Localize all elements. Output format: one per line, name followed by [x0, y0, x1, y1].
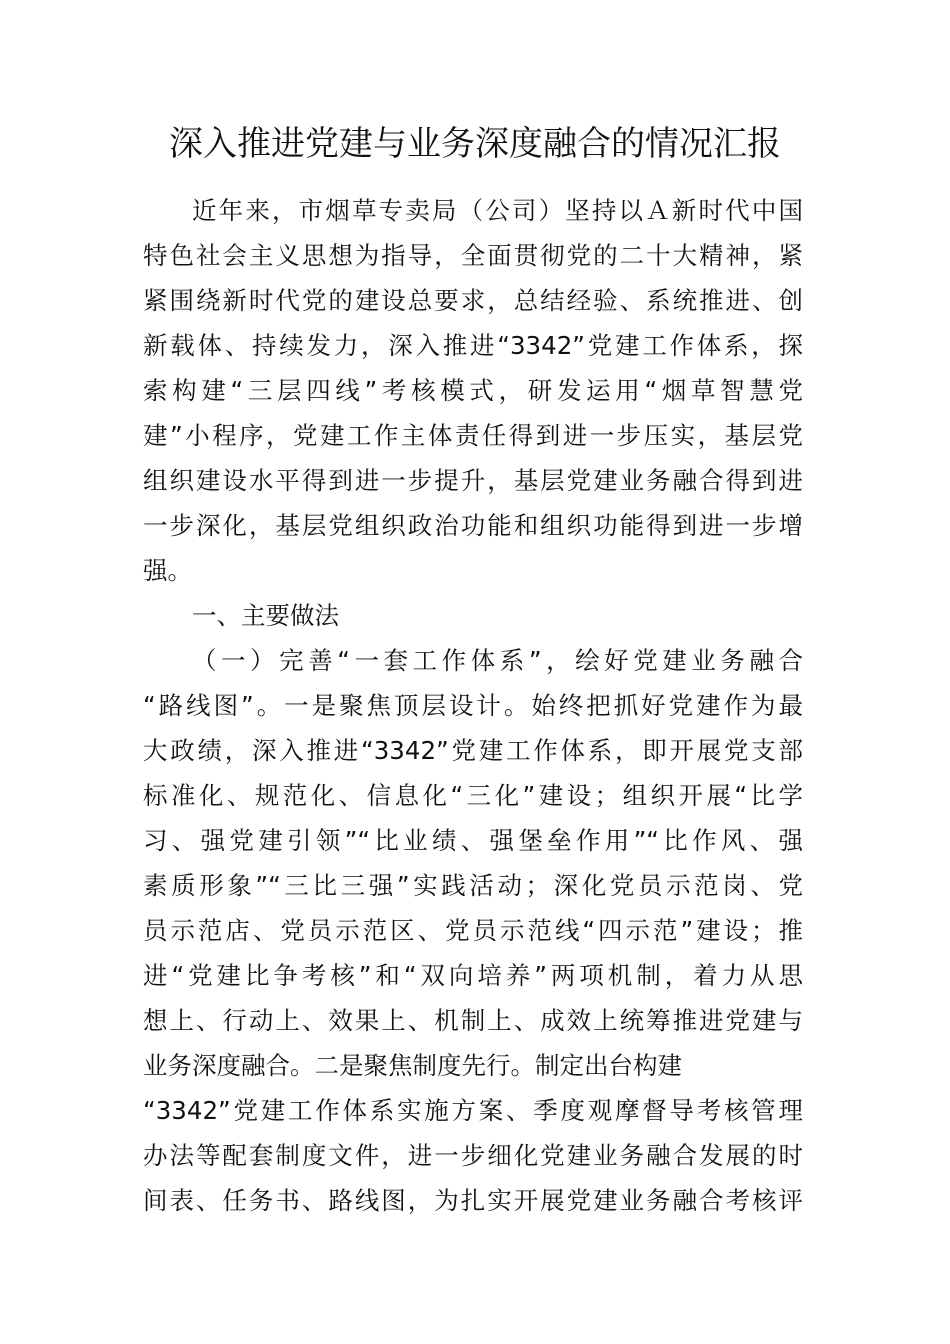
paragraph-line: 想上、行动上、效果上、机制上、成效上统筹推进党建与: [143, 1006, 803, 1035]
paragraph-line: 进“党建比争考核”和“双向培养”两项机制，着力从思: [143, 961, 803, 990]
paragraph-line: 近年来，市烟草专卖局（公司）坚持以Ａ新时代中国: [192, 196, 803, 225]
paragraph-line: 强。: [143, 556, 192, 585]
paragraph-line: 大政绩，深入推进“3342”党建工作体系，即开展党支部: [143, 736, 803, 765]
document-title: 深入推进党建与业务深度融合的情况汇报: [169, 124, 781, 164]
paragraph-line: “路线图”。一是聚焦顶层设计。始终把抓好党建作为最: [143, 691, 803, 720]
paragraph-line: 员示范店、党员示范区、党员示范线“四示范”建设；推: [143, 916, 803, 945]
paragraph-line: 索构建“三层四线”考核模式，研发运用“烟草智慧党: [143, 376, 803, 405]
paragraph-line: 紧围绕新时代党的建设总要求，总结经验、系统推进、创: [143, 286, 803, 315]
paragraph-line: 素质形象”“三比三强”实践活动；深化党员示范岗、党: [143, 871, 803, 900]
subsection-heading: （一）完善“一套工作体系”，绘好党建业务融合: [192, 646, 803, 675]
paragraph-line: 新载体、持续发力，深入推进“3342”党建工作体系，探: [143, 331, 803, 360]
paragraph-line: 习、强党建引领”“比业绩、强堡垒作用”“比作风、强: [143, 826, 803, 855]
paragraph-line: 办法等配套制度文件，进一步细化党建业务融合发展的时: [143, 1141, 803, 1170]
paragraph-line: 建”小程序，党建工作主体责任得到进一步压实，基层党: [143, 421, 803, 450]
paragraph-line: “3342”党建工作体系实施方案、季度观摩督导考核管理: [143, 1096, 803, 1125]
paragraph-line: 一步深化，基层党组织政治功能和组织功能得到进一步增: [143, 511, 803, 540]
paragraph-line: 组织建设水平得到进一步提升，基层党建业务融合得到进: [143, 466, 803, 495]
document-body: [143, 188, 803, 1223]
paragraph-line: 标准化、规范化、信息化“三化”建设；组织开展“比学: [143, 781, 803, 810]
paragraph-line: 业务深度融合。二是聚焦制度先行。制定出台构建: [143, 1051, 682, 1080]
paragraph-line: 特色社会主义思想为指导，全面贯彻党的二十大精神，紧: [143, 241, 803, 270]
section-heading: 一、主要做法: [192, 601, 339, 630]
paragraph-line: 间表、任务书、路线图，为扎实开展党建业务融合考核评: [143, 1186, 803, 1215]
